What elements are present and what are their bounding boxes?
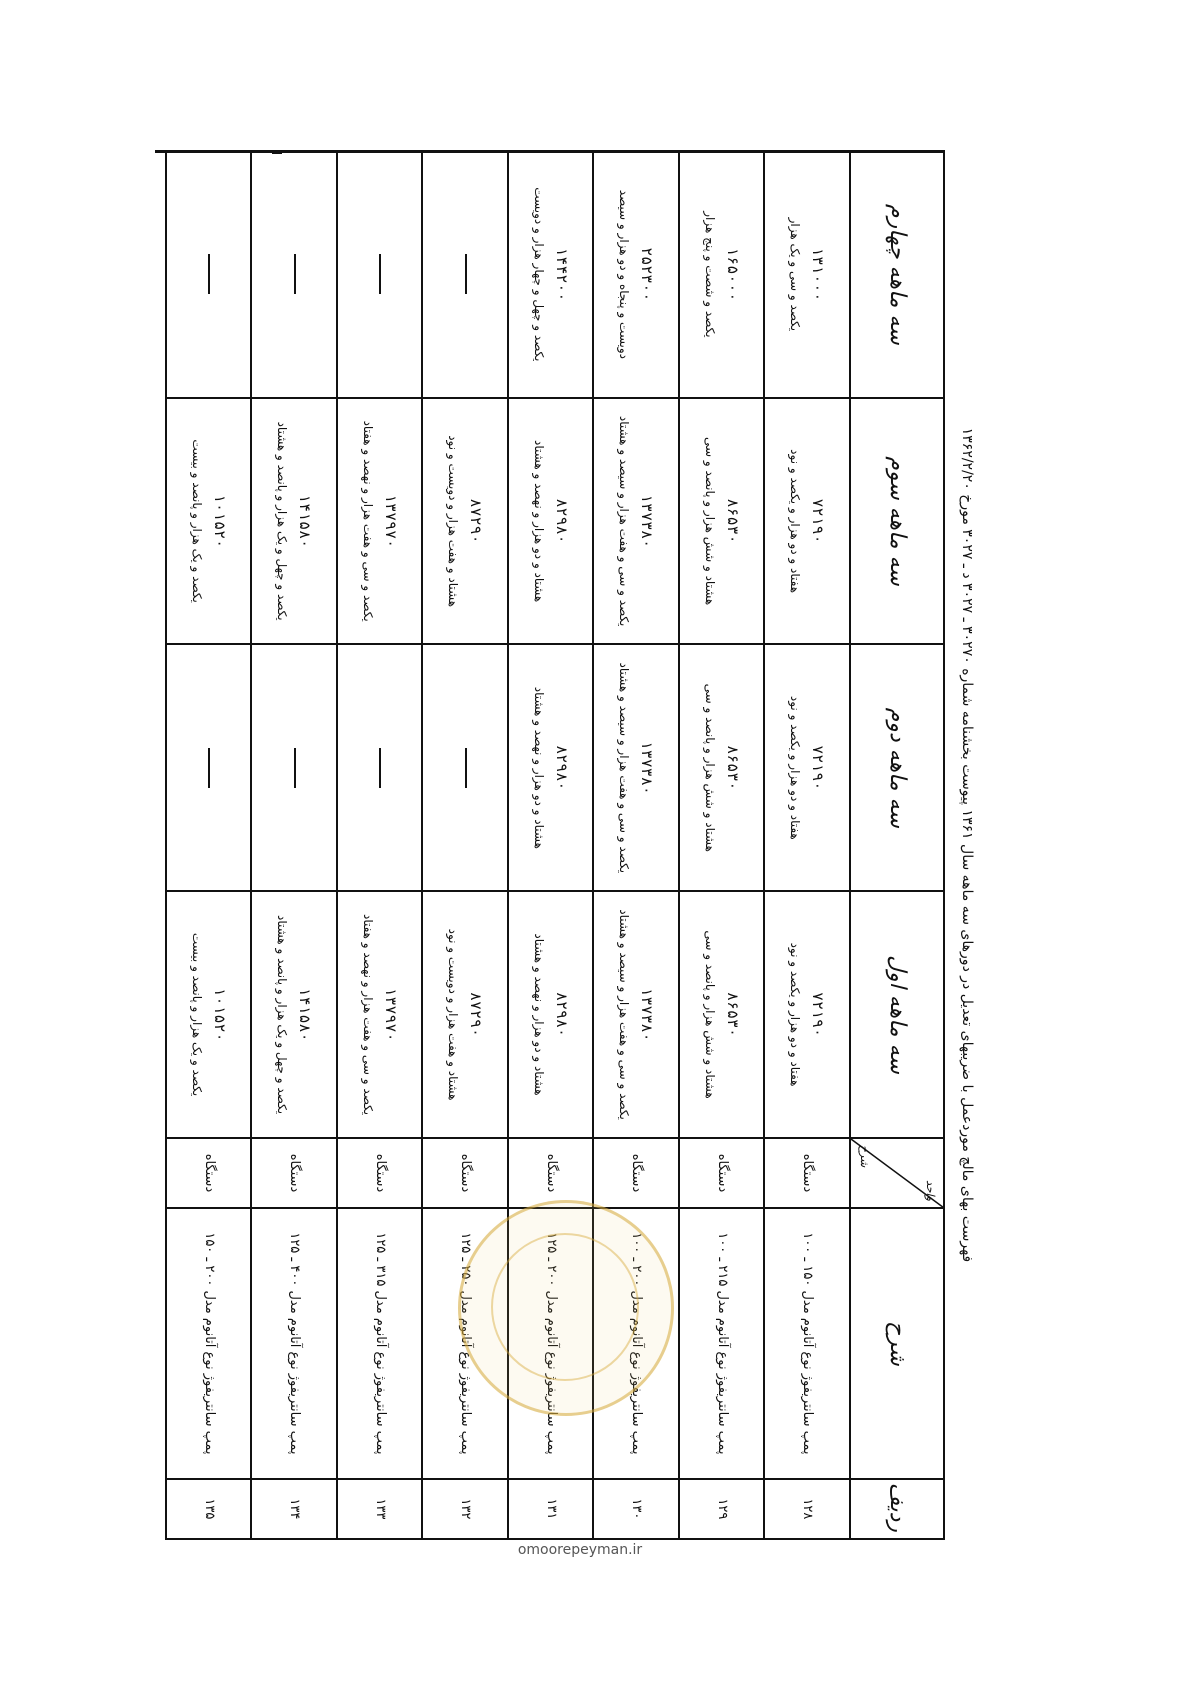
- price-q4-words: دویست و پنجاه و دو هزار و سیصد: [617, 189, 632, 360]
- price-q3-number: ۸۷۲۹۰: [467, 498, 486, 544]
- price-q3-words: هشتاد و دو هزار و نهصد و هشتاد: [531, 440, 546, 603]
- row-price-q1: [252, 891, 338, 1138]
- row-price-q4: [508, 151, 594, 398]
- watermark-seal: [458, 1200, 674, 1416]
- row-number: ۱۳۳: [337, 1479, 423, 1539]
- table-row: [337, 151, 423, 1539]
- page-footer: [470, 1542, 690, 1558]
- row-price-q4: [252, 151, 338, 398]
- row-price-q3: [679, 398, 765, 645]
- price-q3-number: ۸۲۹۸۰: [552, 498, 571, 544]
- price-q1-number: ۱۴۱۵۸۰: [296, 987, 315, 1042]
- price-q3-number: ۱۳۷۹۷۰: [381, 494, 400, 549]
- table-row: [679, 151, 765, 1539]
- row-price-q4: [166, 151, 252, 398]
- table-row: [765, 151, 851, 1539]
- price-q3-words: هشتاد و هفت هزار و دویست و نود: [446, 435, 461, 608]
- price-q1-words: یکصد و یک هزار و پانصد و بیست: [189, 932, 204, 1097]
- price-q3-words: یکصد و یک هزار و پانصد و بیست: [189, 439, 204, 603]
- row-price-q2: [508, 644, 594, 891]
- row-price-q2: [166, 644, 252, 891]
- row-description: پمپ سانتریفوژ نوع آتانوم مدل ۲۰۰ ـ ۱۵۰: [166, 1208, 252, 1479]
- document-caption: فهرست بهای مالچ موردعمل با ضریبهای تعدیل در دورهای سه ماهه سال ۱۳۶۱ پیوست بخشنامه شماره ۳۰۲۷۰ ـ ۳۰۲۷ د ـ ۳۰۲۷ مورخ ۱۳۶۲/۲/۲۰: [959, 427, 975, 1263]
- price-q2-number: ۸۶۵۳۰: [723, 745, 742, 791]
- price-q1-number: ۸۶۵۳۰: [723, 991, 742, 1038]
- empty-dash: [465, 254, 467, 294]
- row-price-q2: [594, 644, 680, 891]
- row-price-q3: [765, 398, 851, 645]
- header-unit-label-a: واحد: [924, 1180, 937, 1202]
- header-quarter-4: سه ماهه چهارم: [850, 151, 944, 398]
- row-price-q1: [679, 891, 765, 1138]
- row-price-q1: [594, 891, 680, 1138]
- price-q3-number: ۱۳۷۳۸۰: [638, 494, 657, 549]
- price-q1-words: هشتاد و شش هزار و پانصد و سی: [702, 930, 717, 1099]
- price-q1-words: هشتاد و دو هزار و نهصد و هشتاد: [531, 933, 546, 1096]
- row-description: پمپ سانتریفوژ نوع آتانوم مدل ۳۱۵ ـ ۱۲۵: [337, 1208, 423, 1479]
- price-q4-words: یکصد و شصت و پنج هزار: [702, 211, 717, 338]
- row-price-q2: [252, 644, 338, 891]
- empty-dash: [294, 254, 296, 294]
- price-q4-number: ۱۴۴۲۰۰: [552, 247, 571, 302]
- empty-dash: [465, 748, 467, 788]
- price-q1-words: هفتاد و دو هزار و یکصد و نود: [788, 942, 803, 1087]
- price-q1-number: ۸۷۲۹۰: [467, 991, 486, 1038]
- price-q1-number: ۱۳۷۳۸۰: [638, 987, 657, 1042]
- row-description: پمپ سانتریفوژ نوع آتانوم مدل ۲۰۰ ـ ۱۰۰: [594, 1208, 680, 1479]
- empty-dash: [208, 748, 210, 788]
- price-q1-words: هشتاد و هفت هزار و دویست و نود: [446, 928, 461, 1101]
- price-q1-words: یکصد و سی و هفت هزار و نهصد و هفتاد: [360, 913, 375, 1116]
- row-unit: دستگاه: [765, 1138, 851, 1208]
- price-q1-words: یکصد و چهل و یک هزار و پانصد و هشتاد: [275, 914, 290, 1115]
- row-description: پمپ سانتریفوژ نوع آتانوم مدل ۲۰۰ ـ ۱۲۵: [508, 1208, 594, 1479]
- price-q4-number: ۱۳۱۰۰۰: [809, 247, 828, 302]
- row-unit: دستگاه: [166, 1138, 252, 1208]
- row-price-q1: [166, 891, 252, 1138]
- price-q3-words: یکصد و چهل و یک هزار و پانصد و هشتاد: [275, 421, 290, 621]
- row-number: ۱۳۴: [252, 1479, 338, 1539]
- price-q2-number: ۱۳۷۳۸۰: [638, 740, 657, 795]
- row-price-q2: [423, 644, 509, 891]
- row-number: ۱۲۸: [765, 1479, 851, 1539]
- row-number: ۱۳۵: [166, 1479, 252, 1539]
- row-price-q1: [337, 891, 423, 1138]
- row-price-q3: [337, 398, 423, 645]
- row-unit: دستگاه: [252, 1138, 338, 1208]
- row-description: پمپ سانتریفوژ نوع آتانوم مدل ۴۰۰ ـ ۱۲۵: [252, 1208, 338, 1479]
- row-price-q3: [594, 398, 680, 645]
- row-price-q4: [765, 151, 851, 398]
- header-quarter-3: سه ماهه سوم: [850, 398, 944, 645]
- row-price-q4: [679, 151, 765, 398]
- row-price-q2: [337, 644, 423, 891]
- price-q1-number: ۱۰۱۵۲۰: [210, 987, 229, 1042]
- header-quarter-2: سه ماهه دوم: [850, 644, 944, 891]
- table-row: [252, 151, 338, 1539]
- row-price-q2: [679, 644, 765, 891]
- header-quarter-1: سه ماهه اول: [850, 891, 944, 1138]
- price-q4-number: ۱۶۵۰۰۰: [723, 247, 742, 302]
- row-price-q1: [765, 891, 851, 1138]
- row-number: ۱۲۹: [679, 1479, 765, 1539]
- price-q4-number: ۲۵۲۳۰۰: [638, 247, 657, 302]
- row-price-q3: [423, 398, 509, 645]
- price-q2-words: هشتاد و دو هزار و نهصد و هشتاد: [531, 686, 546, 849]
- row-price-q3: [252, 398, 338, 645]
- price-q1-number: ۱۳۷۹۷۰: [381, 987, 400, 1042]
- price-q3-words: یکصد و سی و هفت هزار و نهصد و هفتاد: [360, 420, 375, 622]
- price-q3-words: یکصد و سی و هفت هزار و سیصد و هشتاد: [617, 415, 632, 627]
- row-unit: دستگاه: [337, 1138, 423, 1208]
- price-q2-words: هشتاد و شش هزار و پانصد و سی: [702, 683, 717, 852]
- price-q1-number: ۷۲۱۹۰: [809, 991, 828, 1038]
- price-q3-number: ۱۰۱۵۲۰: [210, 494, 229, 549]
- price-q2-words: هفتاد و دو هزار و یکصد و نود: [788, 695, 803, 840]
- row-unit: دستگاه: [594, 1138, 680, 1208]
- row-price-q1: [508, 891, 594, 1138]
- price-q1-words: یکصد و سی و هفت هزار و سیصد و هشتاد: [617, 909, 632, 1120]
- price-q3-number: ۸۶۵۳۰: [723, 498, 742, 544]
- price-q4-words: یکصد و چهل و چهار هزار و دویست: [531, 187, 546, 362]
- price-q3-words: هشتاد و شش هزار و پانصد و سی: [702, 436, 717, 606]
- table-row: [166, 151, 252, 1539]
- price-q3-number: ۱۴۱۵۸۰: [296, 494, 315, 549]
- header-unit-diagonal: [850, 1138, 944, 1208]
- row-price-q3: [508, 398, 594, 645]
- empty-dash: [379, 748, 381, 788]
- row-description: پمپ سانتریفوژ نوع آتانوم مدل ۲۱۵ ـ ۱۰۰: [679, 1208, 765, 1479]
- header-row-number: ردیف: [850, 1479, 944, 1539]
- row-number: ۱۳۰: [594, 1479, 680, 1539]
- price-q2-number: ۸۲۹۸۰: [552, 745, 571, 791]
- row-price-q4: [594, 151, 680, 398]
- row-number: ۱۳۲: [423, 1479, 509, 1539]
- price-q2-words: یکصد و سی و هفت هزار و سیصد و هشتاد: [617, 662, 632, 874]
- row-description: پمپ سانتریفوژ نوع آتانوم مدل ۱۵۰ ـ ۱۰۰: [765, 1208, 851, 1479]
- row-price-q1: [423, 891, 509, 1138]
- row-number: ۱۳۱: [508, 1479, 594, 1539]
- header-unit-label-b: شرح: [857, 1144, 871, 1168]
- row-price-q3: [166, 398, 252, 645]
- row-price-q2: [765, 644, 851, 891]
- header-row: [850, 151, 944, 1539]
- price-q3-words: هفتاد و دو هزار و یکصد و نود: [788, 449, 803, 594]
- price-q3-number: ۷۲۱۹۰: [809, 498, 828, 544]
- empty-dash: [294, 748, 296, 788]
- row-unit: دستگاه: [679, 1138, 765, 1208]
- row-price-q4: [423, 151, 509, 398]
- header-description: شرح: [850, 1208, 944, 1479]
- price-q4-words: یکصد و سی و یک هزار: [788, 217, 803, 332]
- row-unit: دستگاه: [423, 1138, 509, 1208]
- price-q2-number: ۷۲۱۹۰: [809, 745, 828, 791]
- empty-dash: [379, 254, 381, 294]
- footer-site: omoorepeyman.ir: [517, 1542, 643, 1558]
- price-q1-number: ۸۲۹۸۰: [552, 991, 571, 1038]
- row-unit: دستگاه: [508, 1138, 594, 1208]
- empty-dash: [208, 254, 210, 294]
- row-price-q4: [337, 151, 423, 398]
- row-description: پمپ سانتریفوژ نوع آتانوم مدل ۲۵۰ ـ ۱۲۵: [423, 1208, 509, 1479]
